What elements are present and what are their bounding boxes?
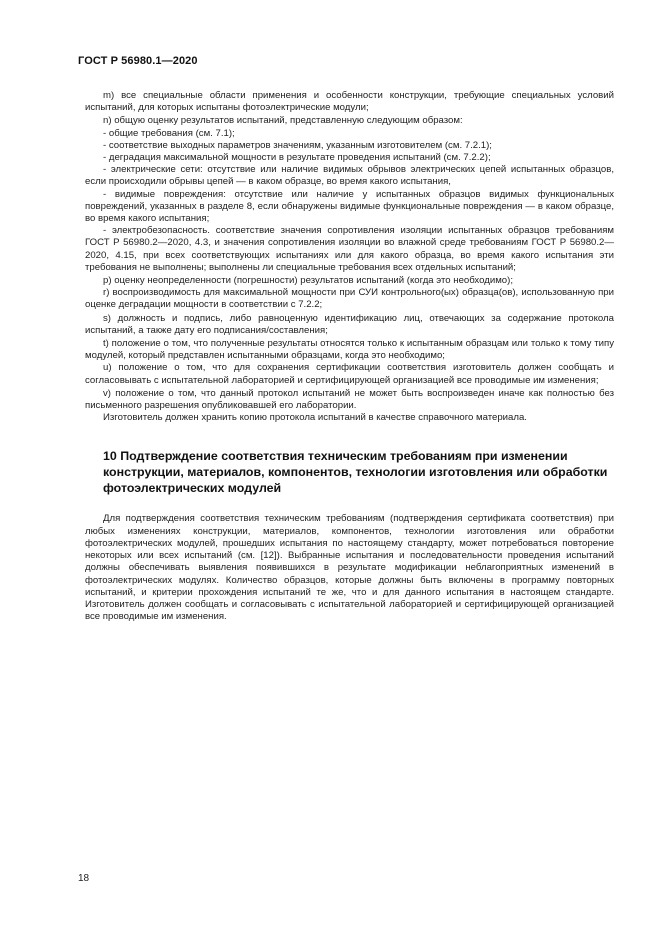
sub-item-electrical-safety: - электробезопасность. соответствие значения сопротивления изоляции испытанных образцов требованиям ГОСТ Р 56980.2—2020, 4.3, и значения сопротивления изоляции во влажной среде требованиям ГОСТ Р 56980.2—2020, 4.15, при всех соответствующих испытаниях или для какого образца, во время какого испытания эти требования не выполнены; выполнены ли специальные требования всех отдельных испытаний; bbox=[85, 225, 614, 273]
list-item-n: n) общую оценку результатов испытаний, представленную следующим образом: bbox=[103, 115, 463, 127]
list-item-s: s) должность и подпись, либо равноценную идентификацию лиц, отвечающих за содержание протокола испытаний, а также дату его подписания/составления; bbox=[85, 312, 614, 336]
sub-item-general: - общие требования (см. 7.1); bbox=[103, 127, 235, 139]
document-body bbox=[85, 90, 614, 623]
list-item-u: u) положение о том, что для сохранения сертификации соответствия изготовитель должен сообщать и согласовывать с испытательной лабораторией и сертифицирующей организацией все проводимые им изменения; bbox=[85, 362, 614, 386]
section-10-paragraph: Для подтверждения соответствия техническим требованиям (подтверждения сертификата соответствия) при любых изменениях конструкции, материалов, компонентов, технологии изготовления или обработки фотоэлектрических модулей, прошедших испытания по настоящему стандарту, может потребоваться повторение некоторых или всех испытаний (см. [12]). Выбранные испытания и последовательности проведения испытаний должны обеспечивать выявления появившихся в результате модификации неблагоприятных изменений в фотоэлектрических модулях. Количество образцов, которые должны быть включены в программу повторных испытаний, и критерии прохождения испытаний те же, что и для данного испытания в настоящем стандарте. Изготовитель должен сообщать и согласовывать с испытательной лабораторией и сертифицирующей организацией все проводимые им изменения. bbox=[85, 513, 614, 623]
closing-note: Изготовитель должен хранить копию протокола испытаний в качестве справочного материала. bbox=[103, 412, 527, 424]
section-10-heading: 10 Подтверждение соответствия техническим требованиям при изменении конструкции, материалов, компонентов, технологии изготовления или обработки фотоэлектрических модулей bbox=[103, 449, 608, 496]
document-header: ГОСТ Р 56980.1—2020 bbox=[78, 55, 198, 67]
sub-item-output-params: - соответствие выходных параметров значениям, указанным изготовителем (см. 7.2.1); bbox=[103, 139, 492, 151]
list-item-m: m) все специальные области применения и особенности конструкции, требующие специальных условий испытаний, для которых испытаны фотоэлектрические модули; bbox=[85, 90, 614, 114]
sub-item-degradation: - деградация максимальной мощности в результате проведения испытаний (см. 7.2.2); bbox=[103, 152, 491, 164]
sub-item-electrical-circuits: - электрические сети: отсутствие или наличие видимых обрывов электрических цепей испытанных образцов, если происходили обрывы цепей — в каком образце, во время какого испытания, bbox=[85, 164, 614, 188]
page-number: 18 bbox=[78, 873, 90, 884]
sub-item-visible-damage: - видимые повреждения: отсутствие или наличие у испытанных образцов видимых функциональных повреждений, указанных в разделе 8, если обнаружены видимые функциональные повреждения — в каком образце, во время какого испытания; bbox=[85, 188, 614, 225]
list-item-r: r) воспроизводимость для максимальной мощности при СУИ контрольного(ых) образца(ов), использованную при оценке деградации мощности в соответствии с 7.2.2; bbox=[85, 287, 614, 311]
list-item-t: t) положение о том, что полученные результаты относятся только к испытанным образцам или только к тому типу модулей, который представлен испытанными образцами, когда это необходимо; bbox=[85, 338, 614, 362]
list-item-p: p) оценку неопределенности (погрешности) результатов испытаний (когда это необходимо); bbox=[103, 275, 513, 287]
list-item-v: v) положение о том, что данный протокол испытаний не может быть воспроизведен иначе как полностью без письменного разрешения опубликовавшей его лаборатории. bbox=[85, 387, 614, 412]
